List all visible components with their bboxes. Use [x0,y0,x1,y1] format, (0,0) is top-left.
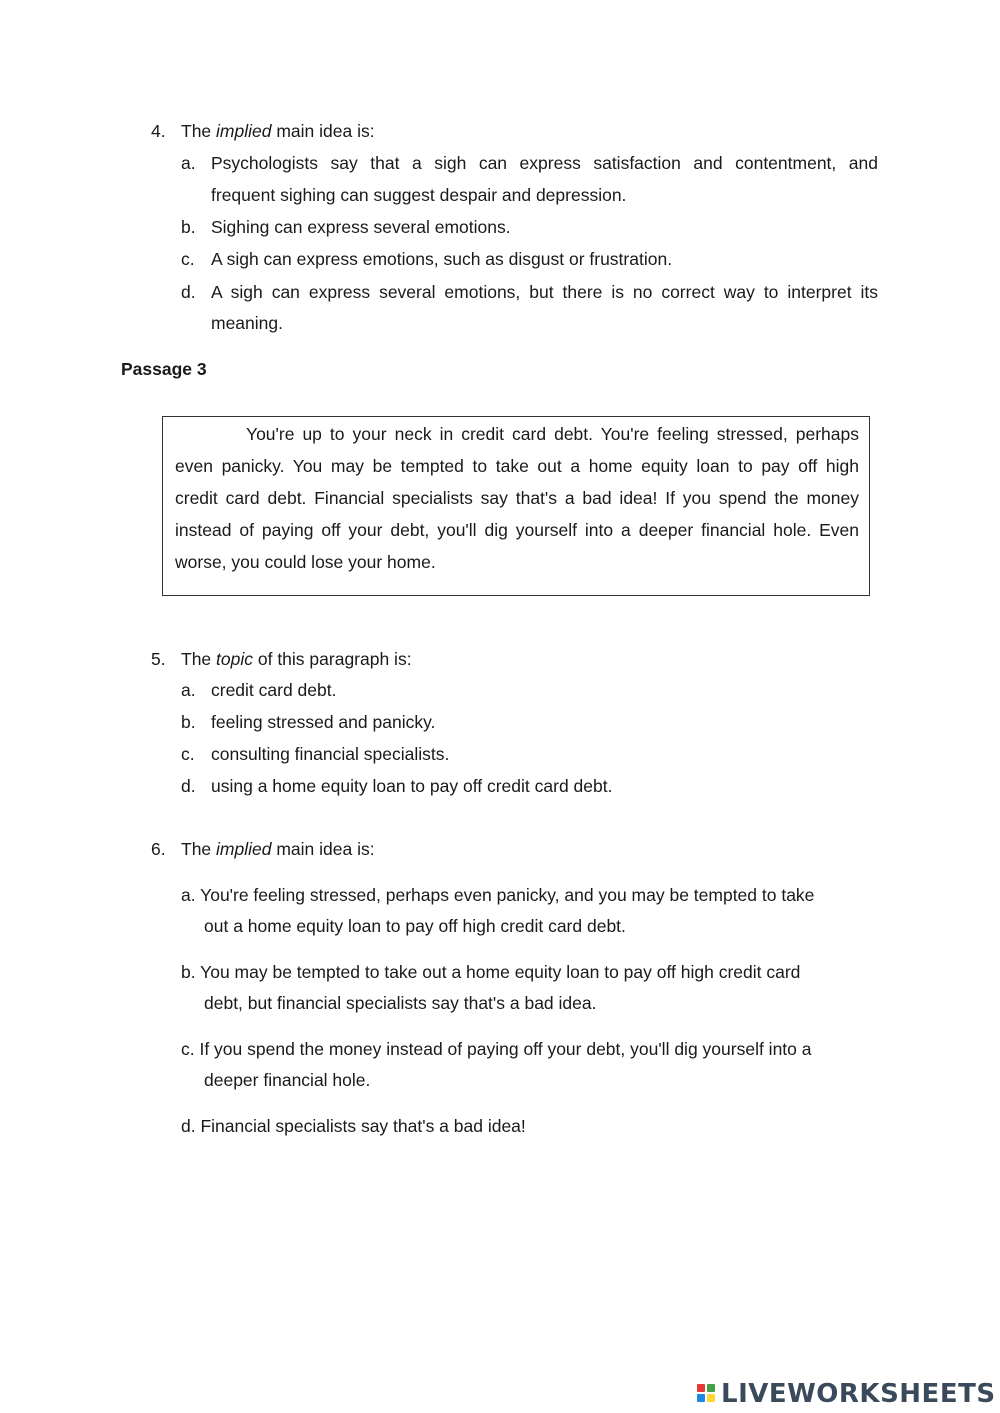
q4-option-a-letter: a. [181,153,196,173]
passage-line: instead of paying off your debt, you'll dig yourself into a deeper financial hole. Even [175,520,859,540]
logo-text: LIVEWORKSHEETS [721,1379,996,1409]
stem-emphasis: topic [216,649,253,669]
passage-line: credit card debt. Financial specialists say that's a bad idea! If you spend the money [175,488,859,508]
logo-square-yellow [707,1394,715,1402]
passage-line: You're up to your neck in credit card debt. You're feeling stressed, perhaps [246,424,859,444]
question-4-number: 4. [151,121,166,141]
question-6-stem [181,838,375,860]
q5-option-a-text: credit card debt. [211,680,337,700]
stem-emphasis: implied [216,121,272,141]
passage-line: even panicky. You may be tempted to take out a home equity loan to pay off high [175,456,859,476]
q5-option-c-letter: c. [181,744,195,764]
stem-suffix: main idea is: [271,839,375,859]
q6-option-a-line2: out a home equity loan to pay off high credit card debt. [204,916,626,936]
q6-option-c-line2: deeper financial hole. [204,1070,371,1090]
q6-option-b-line1: b. You may be tempted to take out a home equity loan to pay off high credit card [181,962,801,982]
q4-option-a-line1: Psychologists say that a sigh can express satisfaction and contentment, and [211,153,878,173]
q4-option-c-letter: c. [181,249,195,269]
q5-option-d-letter: d. [181,776,196,796]
q4-option-b-text: Sighing can express several emotions. [211,217,511,237]
stem-suffix: main idea is: [271,121,375,141]
passage-heading: Passage 3 [121,359,207,379]
q4-option-d-letter: d. [181,282,196,302]
q5-option-a-letter: a. [181,680,196,700]
q4-option-b-letter: b. [181,217,196,237]
logo-mark-icon [697,1381,719,1407]
q5-option-d-text: using a home equity loan to pay off credit card debt. [211,776,613,796]
passage-line: worse, you could lose your home. [175,552,436,572]
q4-option-d-line2: meaning. [211,313,283,333]
stem-prefix: The [181,839,217,859]
logo-square-blue [697,1394,705,1402]
q4-option-d-line1: A sigh can express several emotions, but there is no correct way to interpret its [211,282,878,302]
question-6-number: 6. [151,839,166,859]
stem-prefix: The [181,649,217,669]
logo-square-red [697,1384,705,1392]
q6-option-b-line2: debt, but financial specialists say that's a bad idea. [204,993,597,1013]
q6-option-d-text: d. Financial specialists say that's a bad idea! [181,1116,526,1136]
question-5-stem [181,648,412,670]
stem-suffix: of this paragraph is: [253,649,412,669]
question-4-stem [181,120,375,142]
logo-square-green [707,1384,715,1392]
q6-option-c-line1: c. If you spend the money instead of paying off your debt, you'll dig yourself into a [181,1039,812,1059]
q5-option-c-text: consulting financial specialists. [211,744,450,764]
liveworksheets-logo [697,1378,996,1410]
stem-prefix: The [181,121,217,141]
q5-option-b-text: feeling stressed and panicky. [211,712,436,732]
stem-emphasis: implied [216,839,272,859]
q5-option-b-letter: b. [181,712,196,732]
q4-option-a-line2: frequent sighing can suggest despair and depression. [211,185,627,205]
q4-option-c-text: A sigh can express emotions, such as disgust or frustration. [211,249,673,269]
q6-option-a-line1: a. You're feeling stressed, perhaps even panicky, and you may be tempted to take [181,885,815,905]
question-5-number: 5. [151,649,166,669]
